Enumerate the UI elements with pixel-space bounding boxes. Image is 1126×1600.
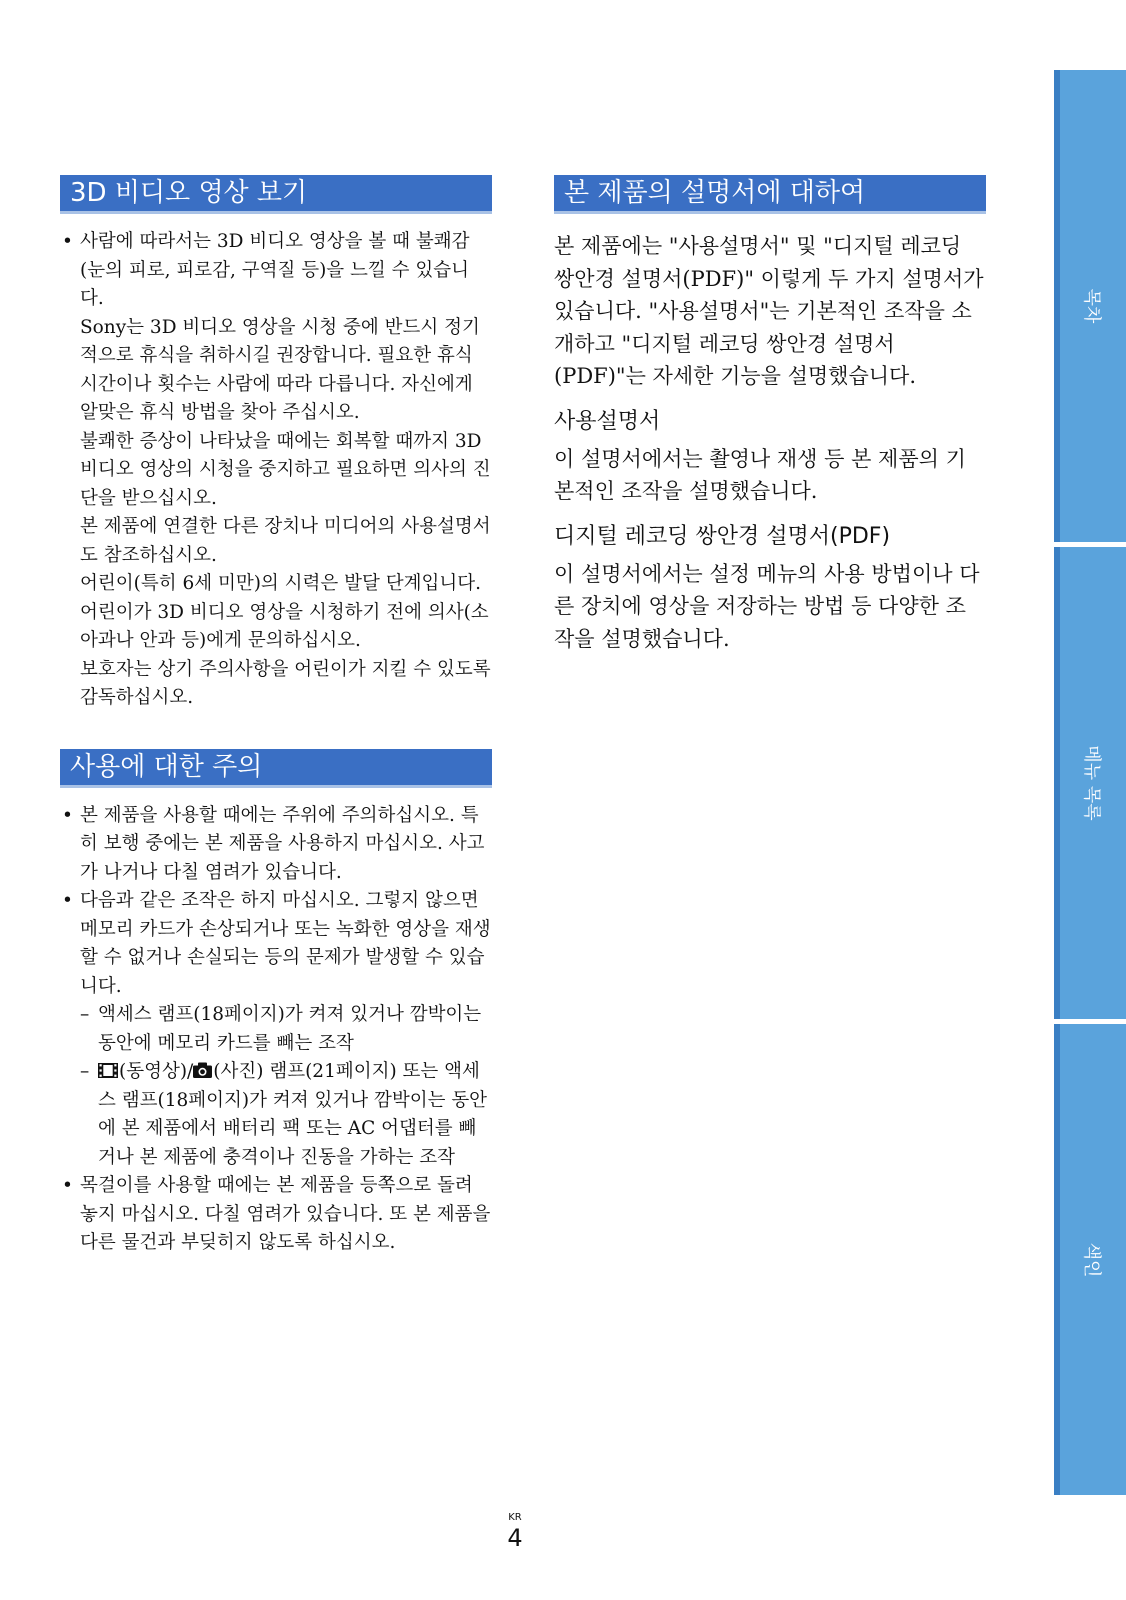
- section-heading-manuals: 본 제품의 설명서에 대하여: [554, 175, 986, 214]
- paragraph: Sony는 3D 비디오 영상을 시청 중에 반드시 정기적으로 휴식을 취하시길 권장합니다. 필요한 휴식 시간이나 횟수는 사람에 따라 다릅니다. 자신에게 알맞은 휴식 방법을 찾아 주십시오.: [80, 316, 480, 423]
- side-tab-bar: [1054, 70, 1126, 1495]
- list-item: [60, 1172, 492, 1258]
- right-column: [554, 175, 986, 655]
- dash-item: [80, 1001, 492, 1058]
- dash-text-movie: (동영상)/: [119, 1061, 194, 1082]
- bullet-list-usage: [60, 802, 492, 1258]
- page-number: 4: [507, 1524, 523, 1552]
- tab-menu-list[interactable]: [1054, 547, 1126, 1019]
- movie-icon: [98, 1063, 118, 1078]
- dash-text-photo: (사진) 램프(21페이지) 또는 액세스 램프(18페이지)가 켜져 있거나 깜박이는 동안에 본 제품에서 배터리 팩 또는 AC 어댑터를 빼거나 본 제품에 충격이나 진동을 가하는 조작: [98, 1061, 488, 1168]
- tab-index[interactable]: [1054, 1024, 1126, 1495]
- dash-text: 액세스 램프(18페이지)가 켜져 있거나 깜박이는 동안에 메모리 카드를 빼는 조작: [98, 1004, 482, 1054]
- paragraph: 보호자는 상기 주의사항을 어린이가 지킬 수 있도록 감독하십시오.: [80, 658, 491, 708]
- paragraph: 불쾌한 증상이 나타났을 때에는 회복할 때까지 3D 비디오 영상의 시청을 중지하고 필요하면 의사의 진단을 받으십시오.: [80, 430, 491, 509]
- tab-label: 메뉴 목록: [1081, 745, 1102, 821]
- list-item: [60, 887, 492, 1172]
- tab-label: 목차: [1081, 288, 1102, 324]
- paragraph: 어린이(특히 6세 미만)의 시력은 발달 단계입니다. 어린이가 3D 비디오 영상을 시청하기 전에 의사(소아과나 안과 등)에게 문의하십시오.: [80, 573, 489, 651]
- tab-label: 색인: [1081, 1242, 1102, 1277]
- camera-icon: [193, 1062, 212, 1078]
- list-item: [60, 228, 492, 314]
- bullet-text: 목걸이를 사용할 때에는 본 제품을 등쪽으로 돌려 놓지 마십시오. 다칠 염려가 있습니다. 또 본 제품을 다른 물건과 부딪히지 않도록 하십시오.: [80, 1175, 491, 1253]
- section-heading-3d-video: 3D 비디오 영상 보기: [60, 175, 492, 214]
- manuals-intro: 본 제품에는 "사용설명서" 및 "디지털 레코딩 쌍안경 설명서(PDF)" 이렇게 두 가지 설명서가 있습니다. "사용설명서"는 기본적인 조작을 소개하고 "디지털 레코딩 쌍안경 설명서(PDF)"는 자세한 기능을 설명했습니다.: [554, 234, 984, 388]
- dash-list: [80, 1001, 492, 1172]
- section-heading-usage-caution: 사용에 대한 주의: [60, 749, 492, 788]
- bullet-text: 본 제품을 사용할 때에는 주위에 주의하십시오. 특히 보행 중에는 본 제품을 사용하지 마십시오. 사고가 나거나 다칠 염려가 있습니다.: [80, 804, 485, 883]
- left-column: [60, 175, 492, 1258]
- subheading-pdf-manual: 디지털 레코딩 쌍안경 설명서(PDF): [554, 523, 891, 549]
- section-3d-body: [60, 228, 492, 713]
- bullet-list-3d: [60, 228, 492, 314]
- tab-table-of-contents[interactable]: [1054, 70, 1126, 542]
- bullet-text: 다음과 같은 조작은 하지 마십시오. 그렇지 않으면 메모리 카드가 손상되거나 또는 녹화한 영상을 재생할 수 없거나 손실되는 등의 문제가 발생할 수 있습니다.: [80, 890, 491, 997]
- pdf-manual-text: 이 설명서에서는 설정 메뉴의 사용 방법이나 다른 장치에 영상을 저장하는 방법 등 다양한 조작을 설명했습니다.: [554, 561, 980, 651]
- section-usage-body: [60, 802, 492, 1258]
- subheading-instruction-manual: 사용설명서: [554, 408, 661, 434]
- dash-item: [80, 1058, 492, 1172]
- paragraph: 본 제품에 연결한 다른 장치나 미디어의 사용설명서도 참조하십시오.: [80, 516, 491, 566]
- instruction-manual-text: 이 설명서에서는 촬영나 재생 등 본 제품의 기본적인 조작을 설명했습니다.: [554, 446, 966, 503]
- language-code: KR: [508, 1512, 522, 1523]
- bullet-text: 사람에 따라서는 3D 비디오 영상을 볼 때 불쾌감(눈의 피로, 피로감, 구역질 등)을 느낄 수 있습니다.: [80, 231, 470, 309]
- page-footer: [490, 1512, 540, 1552]
- list-item: [60, 802, 492, 888]
